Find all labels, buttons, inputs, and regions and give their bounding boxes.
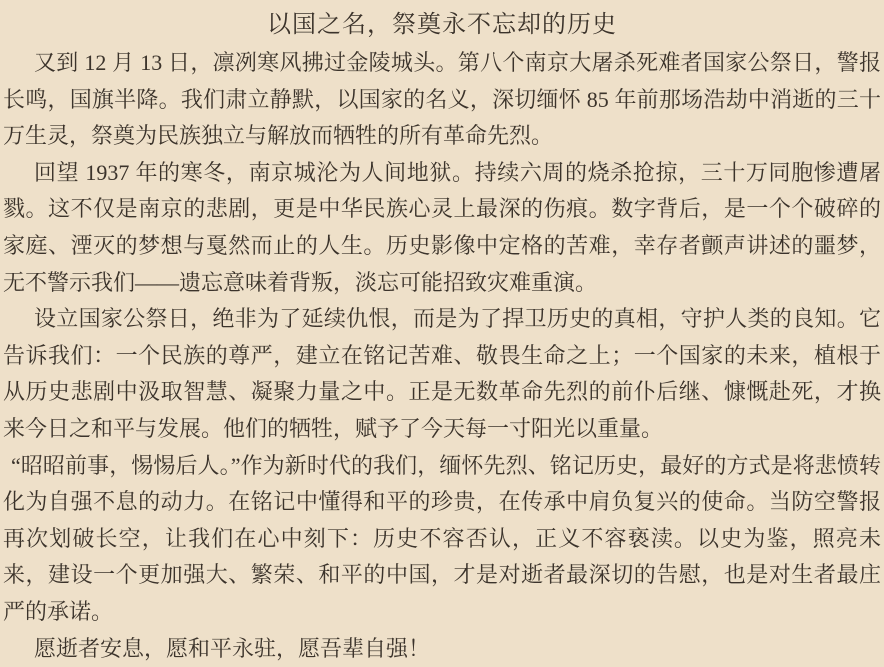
paragraph-1: 又到 12 月 13 日，凛冽寒风拂过金陵城头。第八个南京大屠杀死难者国家公祭日，警报长鸣，国旗半降。我们肃立静默，以国家的名义，深切缅怀 85 年前那场浩劫中消逝的三十万生灵，祭奠为民族独立与解放而牺牲的所有革命先烈。 (3, 45, 881, 155)
paragraph-4: “昭昭前事，惕惕后人。”作为新时代的我们，缅怀先烈、铭记历史，最好的方式是将悲愤转化为自强不息的动力。在铭记中懂得和平的珍贵，在传承中肩负复兴的使命。当防空警报再次划破长空，让我们在心中刻下：历史不容否认，正义不容亵渎。以史为鉴，照亮未来，建设一个更加强大、繁荣、和平的中国，才是对逝者最深切的告慰，也是对生者最庄严的承诺。 (3, 448, 881, 631)
paragraph-2: 回望 1937 年的寒冬，南京城沦为人间地狱。持续六周的烧杀抢掠，三十万同胞惨遭屠戮。这不仅是南京的悲剧，更是中华民族心灵上最深的伤痕。数字背后，是一个个破碎的家庭、湮灭的梦想与戛然而止的人生。历史影像中定格的苦难，幸存者颤声讲述的噩梦，无不警示我们——遗忘意味着背叛，淡忘可能招致灾难重演。 (3, 155, 881, 301)
paragraph-3: 设立国家公祭日，绝非为了延续仇恨，而是为了捍卫历史的真相，守护人类的良知。它告诉我们：一个民族的尊严，建立在铭记苦难、敬畏生命之上；一个国家的未来，植根于从历史悲剧中汲取智慧、凝聚力量之中。正是无数革命先烈的前仆后继、慷慨赴死，才换来今日之和平与发展。他们的牺牲，赋予了今天每一寸阳光以重量。 (3, 301, 881, 447)
document-title: 以国之名，祭奠永不忘却的历史 (3, 6, 881, 44)
paragraph-5: 愿逝者安息，愿和平永驻，愿吾辈自强！ (3, 631, 881, 667)
